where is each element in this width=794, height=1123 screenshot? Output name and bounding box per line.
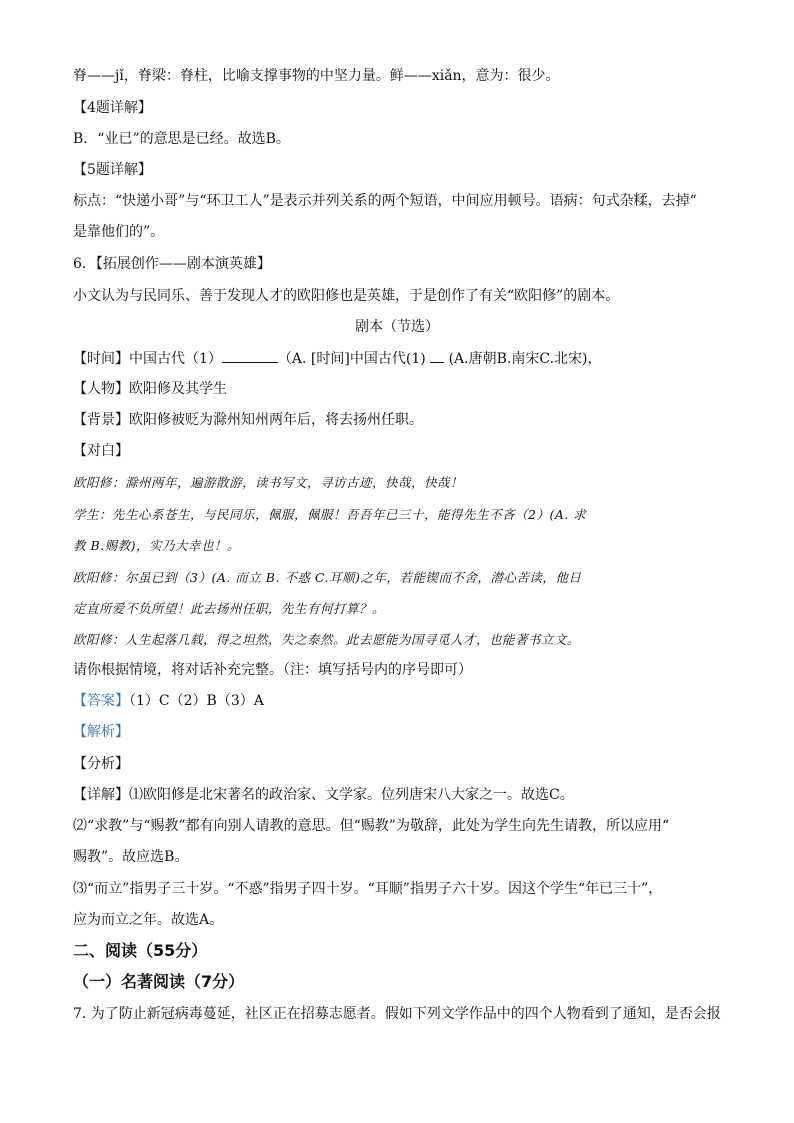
question-title: 6．【拓展创作——剧本演英雄】: [73, 256, 271, 272]
paragraph: 请你根据情境，将对话补充完整。（注：填写括号内的序号即可）: [73, 662, 472, 678]
time-line: [73, 348, 734, 369]
time-choices: (A.唐朝B.南宋C.北宋)，: [448, 351, 602, 367]
question-line: 7. 为了防止新冠病毒蔓延，社区正在招募志愿者。假如下列文学作品中的四个人物看到了通知，是否会报: [73, 1006, 721, 1022]
section-label: 【5题详解】: [73, 162, 152, 178]
section-label: 【对白】: [73, 443, 129, 459]
dialogue-line: 欧阳修：尔虽已到（3）(A. 而立 B. 不惑 C.耳顺)之年，若能锲而不舍，潜心苦读，他日: [73, 570, 582, 585]
paragraph: 赐教”。故应选B。: [73, 849, 189, 865]
answer-text: （1）C（2）B（3）A: [129, 693, 264, 709]
time-options: （A. [时间]中国古代(1): [277, 351, 426, 367]
section-label: 【4题详解】: [73, 100, 152, 116]
paragraph: 【背景】欧阳修被贬为滁州知州两年后，将去扬州任职。: [73, 412, 423, 428]
paragraph: 【详解】⑴欧阳修是北宋著名的政治家、文学家。位列唐宋八大家之一。故选C。: [73, 787, 574, 803]
dialogue-line: 教 B.赐教)，实乃大幸也！。: [73, 538, 241, 553]
answer-blank-short: [430, 348, 444, 363]
paragraph: 脊——jǐ，脊梁：脊柱，比喻支撑事物的中坚力量。鲜——xiǎn，意为：很少。: [73, 68, 560, 84]
dialogue-line: 欧阳修：人生起落几载，得之坦然，失之泰然。此去愿能为国寻觅人才，也能著书立文。: [73, 632, 581, 647]
subsection-heading: （一）名著阅读（7分）: [73, 972, 245, 991]
time-label: 【时间】中国古代（1）: [73, 351, 222, 367]
dialogue-line: 定直所爱不负所望！此去扬州任职，先生有何打算？。: [73, 601, 386, 616]
paragraph: 小文认为与民同乐、善于发现人才的欧阳修也是英雄，于是创作了有关“欧阳修”的剧本。: [73, 288, 620, 304]
paragraph: 是靠他们的”。: [73, 224, 165, 240]
paragraph: B．“业已”的意思是已经。故选B。: [73, 131, 290, 147]
paragraph: 标点：“快递小哥”与“环卫工人”是表示并列关系的两个短语，中间应用顿号。语病：句式杂糅，去掉“: [73, 193, 697, 209]
dialogue-line: 欧阳修：滁州两年，遍游散游，读书写文，寻访古迹，快哉，快哉！: [73, 475, 464, 490]
script-title: 剧本（节选）: [355, 319, 439, 335]
paragraph: 【人物】欧阳修及其学生: [73, 381, 227, 397]
section-heading: 二、阅读（55分）: [73, 941, 208, 960]
answer-line: [73, 691, 734, 711]
paragraph: ⑶“而立”指男子三十岁。“不惑”指男子四十岁。“耳顺”指男子六十岁。因这个学生“年已三十”，: [73, 881, 663, 897]
paragraph: ⑵“求教”与“赐教”都有向别人请教的意思。但“赐教”为敬辞，此处为学生向先生请教，所以应用“: [73, 818, 670, 834]
answer-blank: [222, 348, 278, 363]
section-label: 【分析】: [73, 756, 129, 772]
paragraph: 应为而立之年。故选A。: [73, 912, 224, 928]
dialogue-line: 学生：先生心系苍生，与民同乐，佩服，佩服！吾吾年已三十，能得先生不吝（2）(A. 求: [73, 507, 587, 522]
answer-label: 【答案】: [73, 693, 129, 709]
analysis-label: 【解析】: [73, 724, 129, 740]
